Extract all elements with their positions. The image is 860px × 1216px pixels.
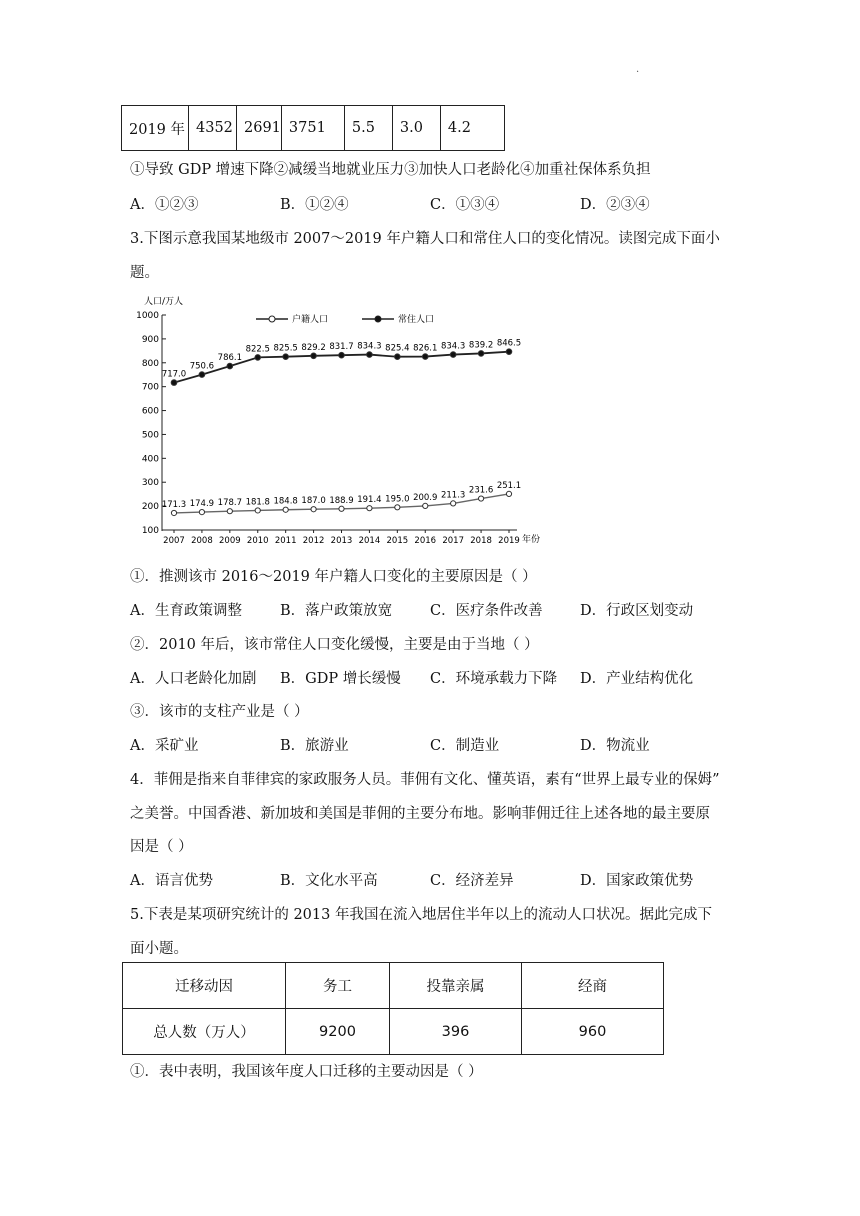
data-label: 822.5 xyxy=(245,344,270,355)
table-cell: 3.0 xyxy=(392,106,440,151)
q4-option-c[interactable]: C．经济差异 xyxy=(430,873,514,889)
sub1-question: ①．推测该市 2016～2019 年户籍人口变化的主要原因是（ ） xyxy=(130,569,537,585)
data-label: 825.4 xyxy=(385,343,410,354)
y-tick-label: 100 xyxy=(141,526,159,536)
x-tick-label: 2017 xyxy=(442,536,464,546)
table-header-row xyxy=(123,963,664,1009)
data-point xyxy=(506,491,511,496)
table-row xyxy=(122,106,505,151)
q3-stem-line1: 3.下图示意我国某地级市 2007～2019 年户籍人口和常住人口的变化情况。读图完成下面小 xyxy=(130,231,720,247)
x-tick-label: 2009 xyxy=(219,536,241,546)
data-label: 251.1 xyxy=(496,480,522,491)
legend-label: 户籍人口 xyxy=(292,315,329,325)
corner-dot: . xyxy=(636,64,640,75)
x-axis-label: 年份 xyxy=(522,535,541,545)
data-label: 200.9 xyxy=(413,492,438,503)
data-point xyxy=(367,506,372,511)
sub2-option-a[interactable]: A．人口老龄化加剧 xyxy=(130,671,257,687)
data-label: 829.2 xyxy=(301,342,326,353)
x-tick-label: 2019 xyxy=(498,536,520,546)
data-point xyxy=(255,355,261,361)
sub3-option-c[interactable]: C．制造业 xyxy=(430,738,500,754)
sub3-option-a[interactable]: A．采矿业 xyxy=(130,738,199,754)
table-cell: 9200 xyxy=(286,1009,390,1055)
data-point xyxy=(311,507,316,512)
q2-option-d[interactable]: D．②③④ xyxy=(580,197,650,213)
sub1-option-b[interactable]: B．落户政策放宽 xyxy=(280,603,393,619)
table-cell: 5.5 xyxy=(344,106,392,151)
data-label: 831.7 xyxy=(329,342,354,353)
table-cell: 4.2 xyxy=(440,106,504,151)
y-tick-label: 700 xyxy=(141,382,159,393)
data-label: 178.7 xyxy=(217,498,243,509)
sub3-question: ③．该市的支柱产业是（ ） xyxy=(130,704,309,720)
data-point xyxy=(311,353,317,359)
data-label: 825.5 xyxy=(273,343,298,354)
data-label: 786.1 xyxy=(217,353,243,364)
data-label: 187.0 xyxy=(301,496,326,507)
table-cell: 2019 年 xyxy=(122,106,189,151)
q2-option-a[interactable]: A．①②③ xyxy=(130,197,199,213)
data-label: 174.9 xyxy=(189,499,215,510)
y-tick-label: 300 xyxy=(141,478,159,489)
data-label: 231.6 xyxy=(468,485,494,496)
q4-line3: 因是（ ） xyxy=(130,839,193,855)
data-label: 181.8 xyxy=(245,497,270,508)
data-point xyxy=(395,354,401,360)
data-point xyxy=(395,505,400,510)
y-tick-label: 800 xyxy=(141,358,159,369)
table-cell: 2691 xyxy=(237,106,282,151)
table-header-cell: 务工 xyxy=(286,963,390,1009)
data-point xyxy=(171,380,177,386)
gdp-table xyxy=(121,105,505,151)
table-header-cell: 投靠亲属 xyxy=(390,963,522,1009)
sub1-option-d[interactable]: D．行政区划变动 xyxy=(580,603,694,619)
data-point xyxy=(423,503,428,508)
q4-option-d[interactable]: D．国家政策优势 xyxy=(580,873,694,889)
migration-table xyxy=(122,962,664,1055)
data-label: 184.8 xyxy=(273,496,298,507)
y-tick-label: 500 xyxy=(141,430,159,441)
table-cell: 4352 xyxy=(189,106,237,151)
table-cell: 3751 xyxy=(281,106,344,151)
data-point xyxy=(506,349,512,355)
data-point xyxy=(199,372,205,378)
y-axis-label: 人口/万人 xyxy=(144,297,184,307)
data-label: 171.3 xyxy=(161,499,187,510)
data-point xyxy=(255,508,260,513)
y-tick-label: 1000 xyxy=(136,311,159,321)
x-tick-label: 2011 xyxy=(274,536,297,546)
sub3-option-d[interactable]: D．物流业 xyxy=(580,738,650,754)
data-point xyxy=(451,501,456,506)
data-label: 188.9 xyxy=(329,495,354,506)
x-tick-label: 2013 xyxy=(330,536,353,546)
q3-stem-line2: 题。 xyxy=(130,265,159,281)
legend-marker xyxy=(375,316,381,322)
y-tick-label: 600 xyxy=(141,406,159,417)
table-cell: 396 xyxy=(390,1009,522,1055)
table-header-cell: 迁移动因 xyxy=(123,963,286,1009)
x-tick-label: 2015 xyxy=(386,536,409,546)
data-point xyxy=(283,354,289,360)
data-label: 834.3 xyxy=(440,341,466,352)
data-label: 211.3 xyxy=(440,490,466,501)
y-tick-label: 400 xyxy=(141,454,159,465)
sub2-question: ②．2010 年后，该市常住人口变化缓慢，主要是由于当地（ ） xyxy=(130,637,539,653)
data-point xyxy=(171,510,176,515)
data-point xyxy=(478,351,484,357)
data-point xyxy=(283,507,288,512)
legend-label: 常住人口 xyxy=(398,315,435,325)
sub1-option-c[interactable]: C．医疗条件改善 xyxy=(430,603,543,619)
x-tick-label: 2010 xyxy=(246,536,269,546)
data-point xyxy=(227,509,232,514)
data-label: 839.2 xyxy=(468,340,494,351)
data-point xyxy=(339,352,345,358)
sub2-option-b[interactable]: B．GDP 增长缓慢 xyxy=(280,671,401,687)
q2-option-b[interactable]: B．①②④ xyxy=(280,197,349,213)
data-label: 191.4 xyxy=(357,495,382,506)
data-point xyxy=(339,506,344,511)
data-label: 846.5 xyxy=(496,338,522,349)
table-cell: 总人数（万人） xyxy=(123,1009,286,1055)
q4-line2: 之美誉。中国香港、新加坡和美国是菲佣的主要分布地。影响菲佣迁往上述各地的最主要原 xyxy=(130,806,710,822)
table-header-cell: 经商 xyxy=(522,963,664,1009)
q4-option-a[interactable]: A．语言优势 xyxy=(130,873,213,889)
sub2-option-d[interactable]: D．产业结构优化 xyxy=(580,671,694,687)
q4-option-b[interactable]: B．文化水平高 xyxy=(280,873,378,889)
q2-option-c[interactable]: C．①③④ xyxy=(430,197,500,213)
x-tick-label: 2016 xyxy=(414,536,437,546)
q4-line1: 4．菲佣是指来自菲律宾的家政服务人员。菲佣有文化、懂英语，素有“世界上最专业的保姆” xyxy=(130,772,720,788)
x-tick-label: 2014 xyxy=(358,536,381,546)
q2-statements: ①导致 GDP 增速下降②减缓当地就业压力③加快人口老龄化④加重社保体系负担 xyxy=(130,162,651,178)
sub3-option-b[interactable]: B．旅游业 xyxy=(280,738,349,754)
sub1-option-a[interactable]: A．生育政策调整 xyxy=(130,603,242,619)
q5-line1: 5.下表是某项研究统计的 2013 年我国在流入地居住半年以上的流动人口状况。据此完成下 xyxy=(130,907,712,923)
y-tick-label: 200 xyxy=(141,502,159,513)
sub2-option-c[interactable]: C．环境承载力下降 xyxy=(430,671,558,687)
data-point xyxy=(227,363,233,369)
table-cell: 960 xyxy=(522,1009,664,1055)
x-tick-label: 2007 xyxy=(163,536,185,546)
data-label: 717.0 xyxy=(161,369,187,380)
data-label: 750.6 xyxy=(189,361,215,372)
data-point xyxy=(422,354,428,360)
table-row xyxy=(123,1009,664,1055)
x-tick-label: 2018 xyxy=(470,536,492,546)
data-label: 826.1 xyxy=(413,343,438,354)
data-point xyxy=(450,352,456,358)
data-label: 834.3 xyxy=(357,341,382,352)
legend-marker xyxy=(269,316,275,322)
data-point xyxy=(199,510,204,515)
q5-sub1-question: ①．表中表明，我国该年度人口迁移的主要动因是（ ） xyxy=(130,1064,483,1080)
data-label: 195.0 xyxy=(385,494,410,505)
q5-line2: 面小题。 xyxy=(130,941,188,957)
x-tick-label: 2008 xyxy=(191,536,213,546)
y-tick-label: 900 xyxy=(141,334,159,345)
data-point xyxy=(478,496,483,501)
data-point xyxy=(367,352,373,358)
x-tick-label: 2012 xyxy=(302,536,325,546)
population-line-chart xyxy=(126,292,546,550)
